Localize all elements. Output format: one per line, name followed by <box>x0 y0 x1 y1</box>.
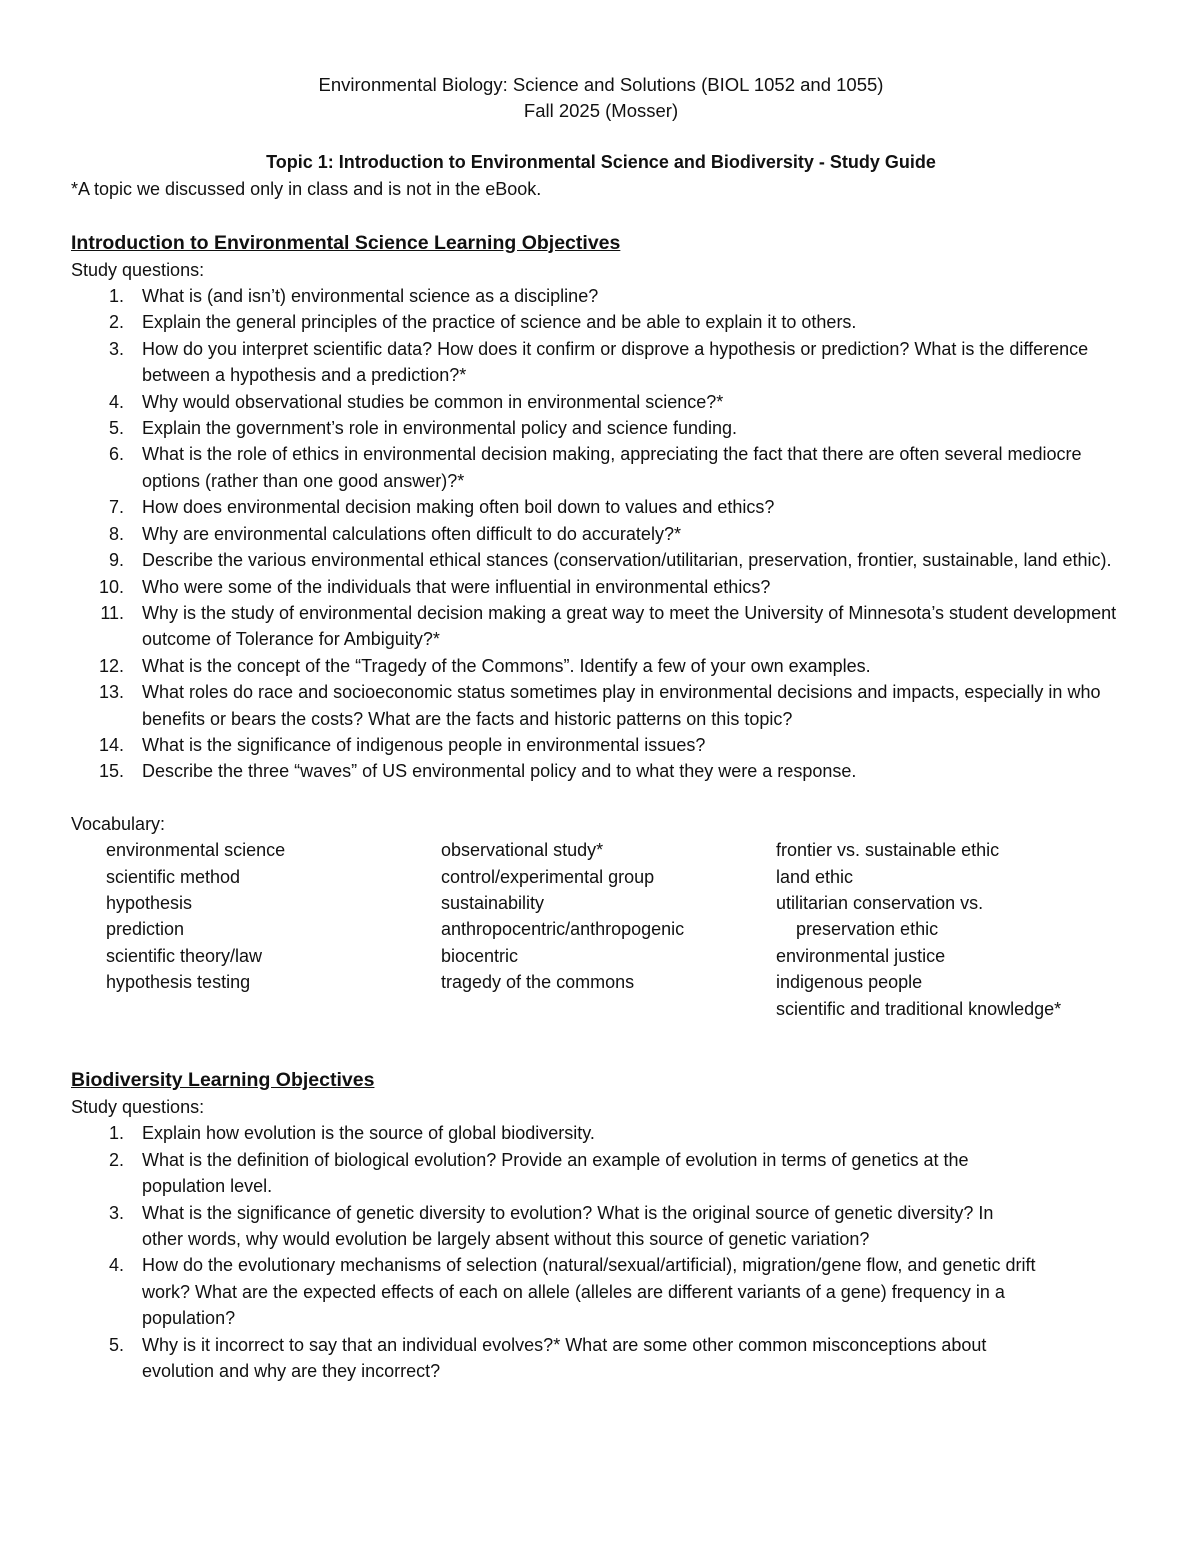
list-item <box>71 283 1131 309</box>
study-questions-label: Study questions: <box>71 259 205 280</box>
topic-title: Topic 1: Introduction to Environmental Science and Biodiversity - Study Guide <box>266 151 936 172</box>
question-text: What is the significance of indigenous people in environmental issues? <box>142 734 706 755</box>
question-number: 1. <box>108 286 124 307</box>
list-item <box>71 679 1131 732</box>
vocab-term: biocentric <box>441 945 519 966</box>
vocab-term: scientific theory/law <box>106 945 263 966</box>
question-text: What roles do race and socioeconomic status sometimes play in environmental decisions and impacts, especially in who benefits or bears the costs? What are the facts and historic patterns on this topic? <box>142 682 1101 729</box>
question-text: What is the significance of genetic diversity to evolution? What is the original source of genetic diversity? In other words, why would evolution be largely absent without this source of genetic variation? <box>142 1202 994 1250</box>
in-class-note: *A topic we discussed only in class and is not in the eBook. <box>71 179 542 200</box>
list-item <box>71 732 1131 758</box>
question-number: 4. <box>108 1255 124 1276</box>
question-text: Describe the three “waves” of US environmental policy and to what they were a response. <box>142 761 857 782</box>
question-text: Why is it incorrect to say that an individual evolves?* What are some other common misconceptions about evolution and why are they incorrect? <box>142 1334 987 1382</box>
study-questions-list-env-science <box>71 283 1131 785</box>
section-heading-env-science: Introduction to Environmental Science Learning Objectives <box>71 231 621 254</box>
vocabulary-column-3 <box>776 837 1136 1022</box>
list-item <box>71 1332 1042 1385</box>
vocab-term: preservation ethic <box>796 919 939 940</box>
list-item <box>71 1120 1022 1146</box>
vocab-term: hypothesis <box>106 892 193 913</box>
document-body <box>71 72 1131 1384</box>
question-number: 12. <box>98 655 124 676</box>
vocab-term: sustainability <box>441 892 545 913</box>
question-number: 3. <box>108 338 124 359</box>
list-item <box>71 336 1131 389</box>
question-number: 6. <box>108 444 124 465</box>
question-number: 10. <box>98 576 124 597</box>
list-item <box>71 547 1131 573</box>
course-title: Environmental Biology: Science and Solutions (BIOL 1052 and 1055) <box>318 74 884 95</box>
question-text: Explain how evolution is the source of global biodiversity. <box>142 1123 595 1144</box>
question-text: What is the role of ethics in environmental decision making, appreciating the fact that there are often several mediocre options (rather than one good answer)?* <box>142 444 1082 491</box>
vocab-term: observational study* <box>441 840 604 861</box>
list-item <box>71 441 1131 494</box>
vocabulary-column-1 <box>106 837 441 1022</box>
list-item <box>71 521 1131 547</box>
vocab-term: environmental science <box>106 840 286 861</box>
question-text: Why would observational studies be common in environmental science?* <box>142 391 724 412</box>
list-item <box>71 389 1131 415</box>
question-number: 8. <box>108 523 124 544</box>
list-item <box>71 415 1131 441</box>
list-item <box>71 1252 1042 1331</box>
vocab-term: land ethic <box>776 866 854 887</box>
question-text: How do the evolutionary mechanisms of selection (natural/sexual/artificial), migration/gene flow, and genetic drift work? What are the expected effects of each on allele (alleles are different variants of a gene) frequency in a population? <box>142 1255 1036 1329</box>
question-number: 5. <box>108 1334 124 1355</box>
vocab-term: environmental justice <box>776 945 946 966</box>
question-text: What is (and isn’t) environmental science as a discipline? <box>142 286 599 307</box>
list-item <box>71 758 1131 784</box>
question-number: 5. <box>108 418 124 439</box>
vocab-term: hypothesis testing <box>106 972 251 993</box>
question-text: Describe the various environmental ethical stances (conservation/utilitarian, preservation, frontier, sustainable, land ethic). <box>142 550 1112 571</box>
list-item <box>71 574 1131 600</box>
question-text: Explain the general principles of the practice of science and be able to explain it to others. <box>142 312 857 333</box>
question-number: 3. <box>108 1202 124 1223</box>
question-text: Explain the government’s role in environmental policy and science funding. <box>142 418 738 439</box>
vocab-term: indigenous people <box>776 972 923 993</box>
question-text: How do you interpret scientific data? How does it confirm or disprove a hypothesis or prediction? What is the difference between a hypothesis and a prediction?* <box>142 338 1089 386</box>
question-number: 2. <box>108 312 124 333</box>
list-item <box>71 1200 1012 1253</box>
question-number: 7. <box>108 497 124 518</box>
question-number: 1. <box>108 1123 124 1144</box>
question-number: 15. <box>98 761 124 782</box>
vocab-term: tragedy of the commons <box>441 972 635 993</box>
section-heading-biodiversity: Biodiversity Learning Objectives <box>71 1069 375 1091</box>
question-text: Who were some of the individuals that were influential in environmental ethics? <box>142 576 771 597</box>
question-number: 13. <box>98 682 124 703</box>
vocab-term: frontier vs. sustainable ethic <box>776 840 1000 861</box>
vocab-term: scientific and traditional knowledge* <box>776 998 1062 1019</box>
vocabulary-column-2 <box>441 837 776 1022</box>
question-number: 14. <box>98 734 124 755</box>
vocab-term: scientific method <box>106 866 241 887</box>
question-number: 4. <box>108 391 124 412</box>
vocabulary-label: Vocabulary: <box>71 813 166 834</box>
course-term: Fall 2025 (Mosser) <box>523 100 679 122</box>
question-text: Why is the study of environmental decision making a great way to meet the University of Minnesota’s student development outcome of Tolerance for Ambiguity?* <box>142 602 1117 650</box>
study-questions-list-biodiversity <box>71 1120 1131 1384</box>
vocab-term: control/experimental group <box>441 866 655 887</box>
list-item <box>71 653 1131 679</box>
question-number: 11. <box>100 602 124 623</box>
vocab-term: prediction <box>106 919 185 940</box>
question-text: How does environmental decision making often boil down to values and ethics? <box>142 497 775 518</box>
question-text: What is the definition of biological evolution? Provide an example of evolution in terms of genetics at the population level. <box>142 1149 969 1197</box>
list-item <box>71 1147 1022 1200</box>
vocabulary-grid <box>71 837 1131 1022</box>
vocab-term: utilitarian conservation vs. <box>776 892 984 913</box>
question-number: 2. <box>108 1149 124 1170</box>
question-text: What is the concept of the “Tragedy of the Commons”. Identify a few of your own examples. <box>142 655 871 676</box>
list-item <box>71 309 1131 335</box>
vocab-term: anthropocentric/anthropogenic <box>441 919 685 940</box>
question-text: Why are environmental calculations often difficult to do accurately?* <box>142 523 681 544</box>
list-item <box>71 600 1131 653</box>
question-number: 9. <box>108 550 124 571</box>
list-item <box>71 494 1131 520</box>
study-questions-label: Study questions: <box>71 1097 205 1117</box>
